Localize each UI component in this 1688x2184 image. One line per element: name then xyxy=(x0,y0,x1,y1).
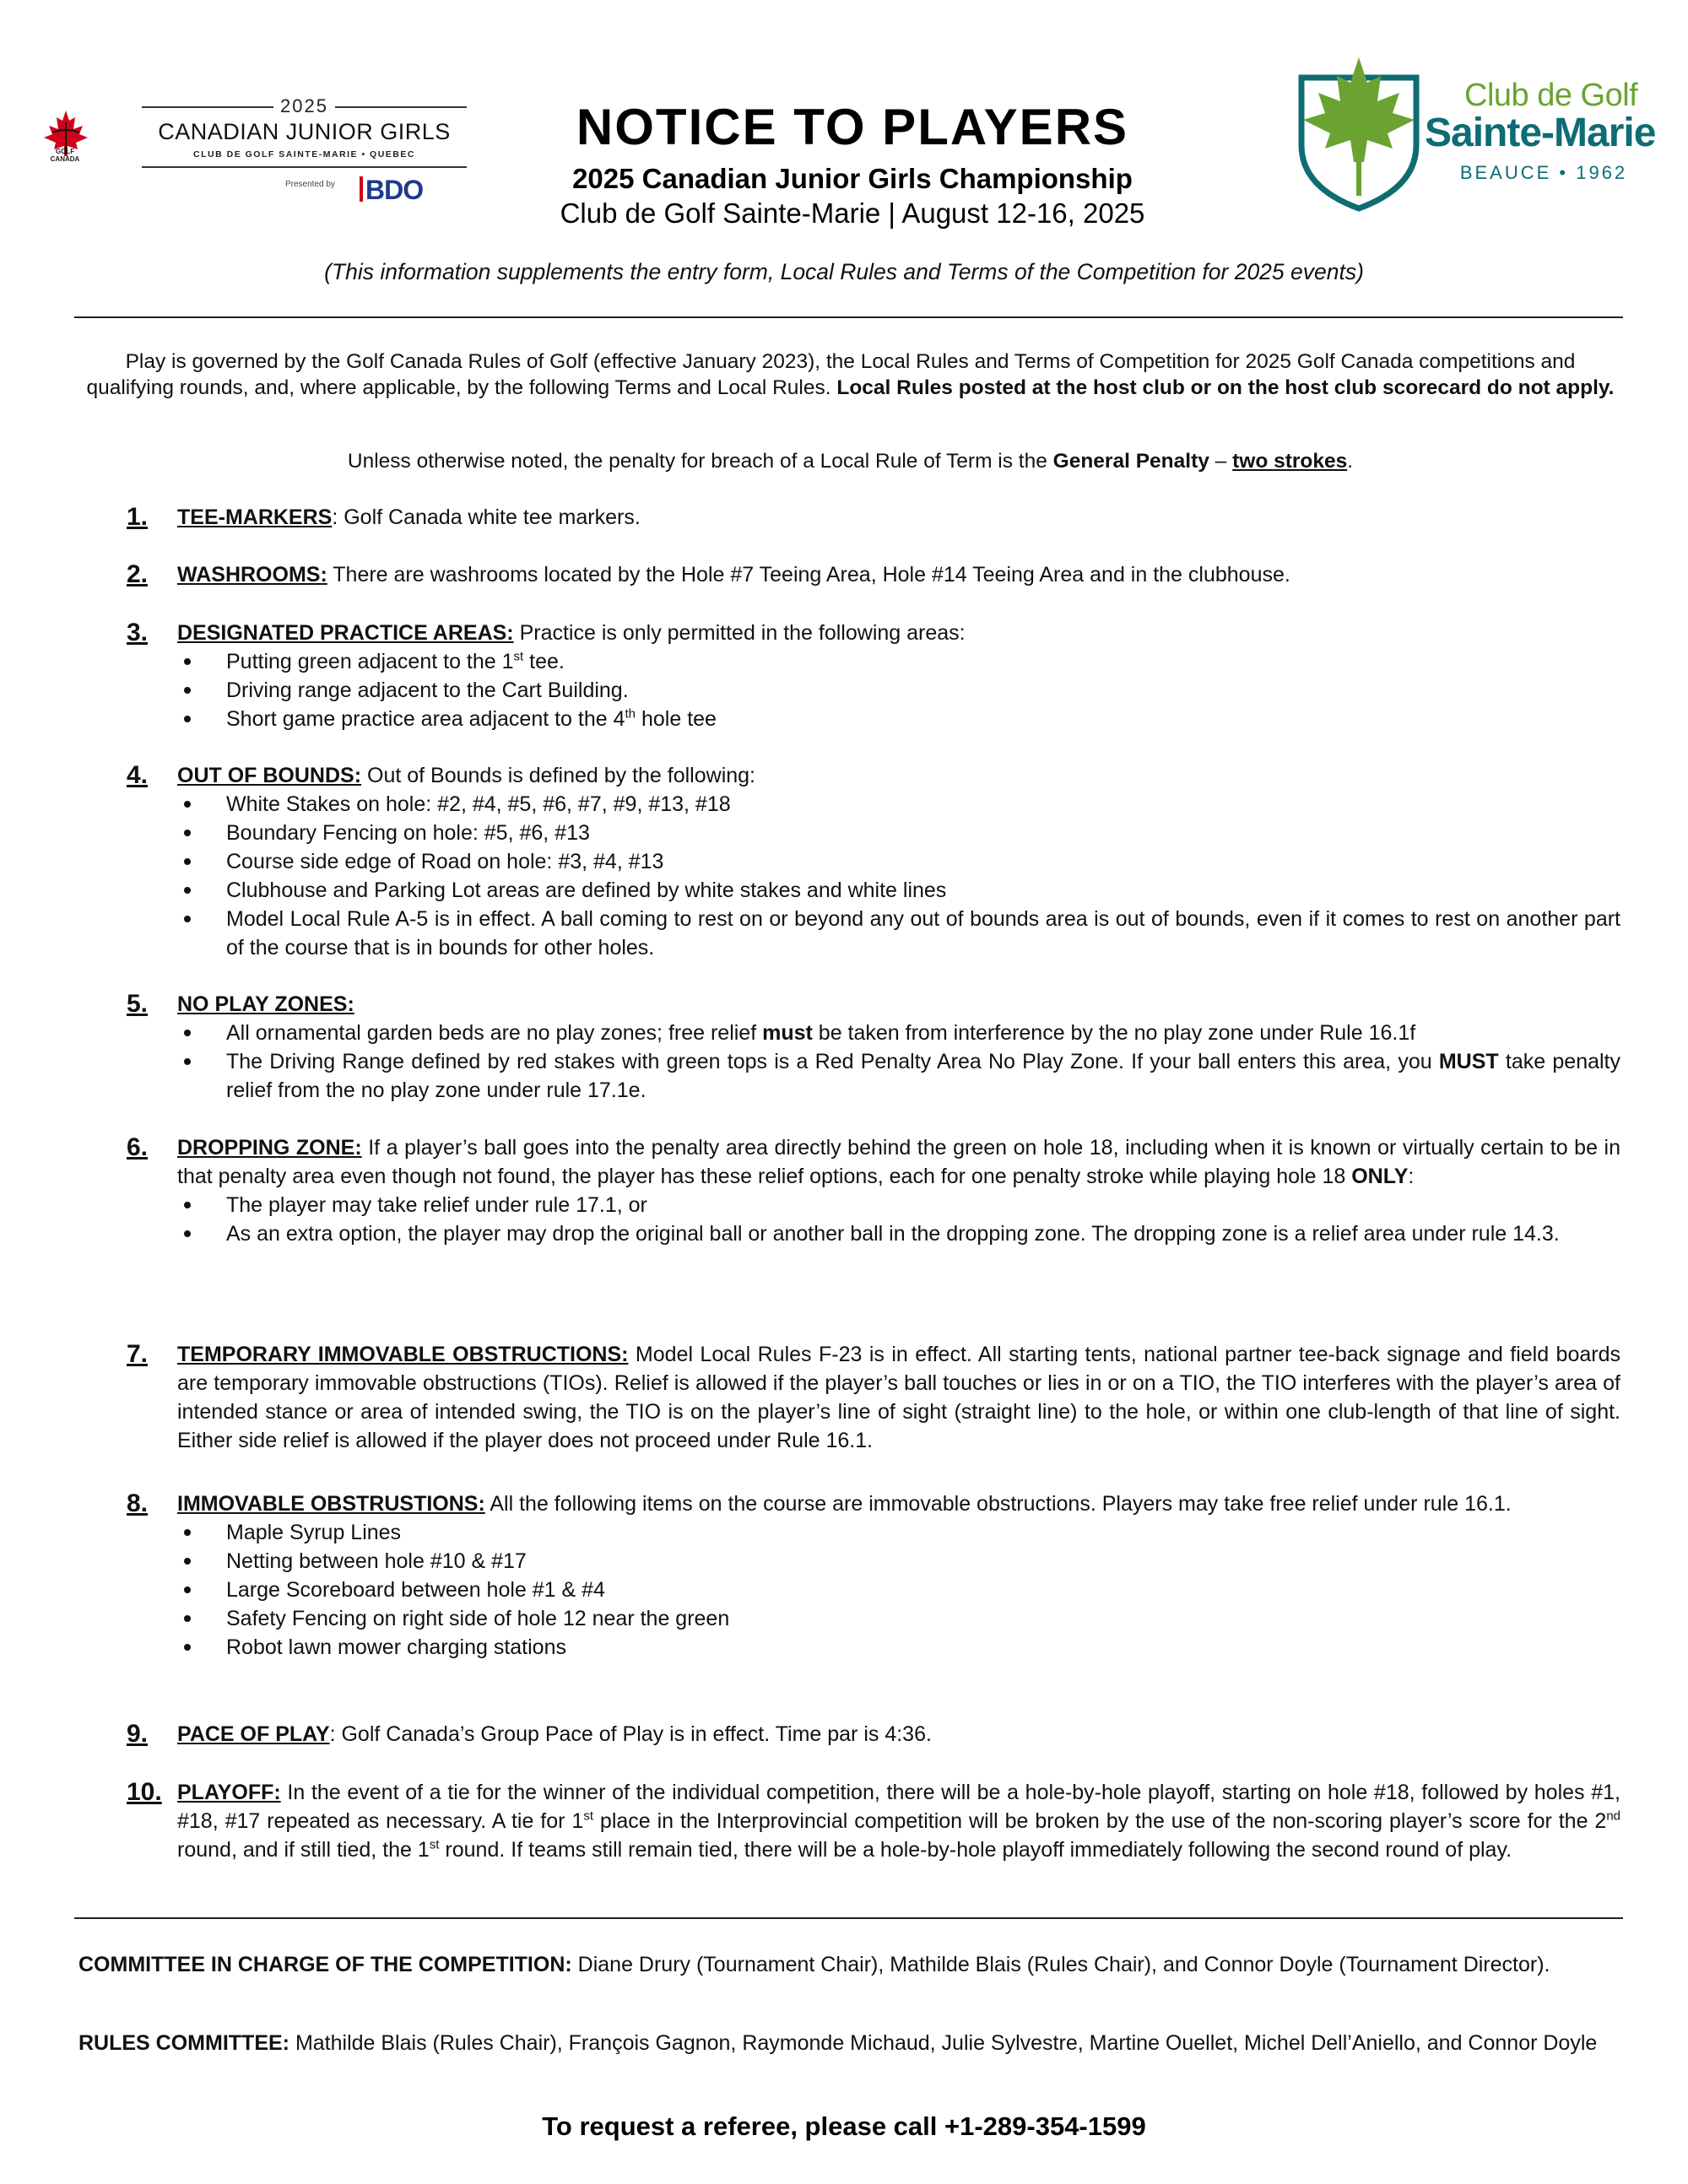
section-immovable-obstructions: 8. IMMOVABLE OBSTRUSTIONS: All the following items on the course are immovable obstructions. Players may take free relief under rule 16.1. Maple Syrup Lines Netting between hole #10 & #17 Large Scoreboard between hole #1 & #4 Safety Fencing on right side of hole 12 near the green Robot lawn mower charging stations xyxy=(127,1489,1620,1662)
club-name-line1: Club de Golf xyxy=(1464,78,1638,113)
list-item: Short game practice area adjacent to the 4th hole tee xyxy=(226,706,717,731)
list-item: Safety Fencing on right side of hole 12 near the green xyxy=(226,1607,730,1630)
section-temporary-obstructions: 7. TEMPORARY IMMOVABLE OBSTRUCTIONS: Model Local Rules F-23 is in effect. All starting tents, national partner tee-back signage and field boards are temporary immovable obstructions (TIOs). Relief is allowed if the player’s ball touches or lies in or on a TIO, the TIO interferes with the player’s area of intended stance or area of intended swing, the TIO is on the player’s line of sight (straight line) to the hole, or within one club-length of that line of sight. Either side relief is allowed if the player does not proceed under Rule 16.1. xyxy=(127,1340,1620,1452)
club-crest-icon xyxy=(1291,52,1426,213)
championship-logo xyxy=(41,89,451,215)
committee-in-charge: COMMITTEE IN CHARGE OF THE COMPETITION: Diane Drury (Tournament Chair), Mathilde Blais (Rules Chair), and Connor Doyle (Tournament Director). xyxy=(78,1953,1550,1976)
penalty-note: Unless otherwise noted, the penalty for breach of a Local Rule of Term is the General Penalty – two strokes. xyxy=(347,450,1354,473)
list-item: Maple Syrup Lines xyxy=(226,1521,402,1544)
golf-canada-wordmark: GOLF CANADA xyxy=(50,148,80,163)
list-item: Robot lawn mower charging stations xyxy=(226,1635,566,1659)
rules-committee: RULES COMMITTEE: Mathilde Blais (Rules Chair), François Gagnon, Raymonde Michaud, Julie Sylvestre, Martine Ouellet, Michel Dell’Aniello, and Connor Doyle xyxy=(78,2031,1598,2055)
list-item: The player may take relief under rule 17.1, or xyxy=(226,1193,647,1217)
list-item: All ornamental garden beds are no play zones; free relief must be taken from interference by the no play zone under Rule 16.1f xyxy=(226,1021,1416,1045)
host-club-logo xyxy=(1283,52,1671,221)
section-out-of-bounds: 4. OUT OF BOUNDS: Out of Bounds is defined by the following: White Stakes on hole: #2, #4, #5, #6, #7, #9, #13, #18 Boundary Fencing on hole: #5, #6, #13 Course side edge of Road on hole: #3, #4, #13 Clubhouse and Parking Lot areas are defined by white stakes and white lines Model Local Rule A-5 is in effect. A ball coming to rest on or beyond any out of bounds area is out of bounds, even if it comes to rest on another part of the course that is in bounds for other holes. xyxy=(127,761,1620,962)
intro-paragraph: Play is governed by the Golf Canada Rules of Golf (effective January 2023), the Local Rules and Terms of Competition for 2025 Golf Canada competitions and qualifying rounds, and, where applicable, by the following Terms and Local Rules. Local Rules posted at the host club or on the host club scorecard do not apply. xyxy=(86,350,1615,399)
page-title: NOTICE TO PLAYERS xyxy=(576,99,1129,155)
section-practice-areas: 3. DESIGNATED PRACTICE AREAS: Practice is only permitted in the following areas: Putting green adjacent to the 1st tee. Driving range adjacent to the Cart Building. Short game practice area adjacent to the 4th hole tee xyxy=(127,619,1620,733)
list-item: White Stakes on hole: #2, #4, #5, #6, #7, #9, #13, #18 xyxy=(226,792,731,816)
logo-year: 2025 xyxy=(142,95,467,117)
list-item: Netting between hole #10 & #17 xyxy=(226,1549,527,1573)
list-item: Large Scoreboard between hole #1 & #4 xyxy=(226,1578,605,1602)
list-item: Boundary Fencing on hole: #5, #6, #13 xyxy=(226,821,590,845)
list-item: As an extra option, the player may drop the original ball or another ball in the dropping zone. The dropping zone is a relief area under rule 14.3. xyxy=(226,1222,1560,1246)
section-no-play-zones: 5. NO PLAY ZONES: All ornamental garden beds are no play zones; free relief must be taken from interference by the no play zone under Rule 16.1f The Driving Range defined by red stakes with green tops is a Red Penalty Area No Play Zone. If your ball enters this area, you MUST take penalty relief from the no play zone under rule 17.1e. xyxy=(127,990,1620,1105)
list-item: Putting green adjacent to the 1st tee. xyxy=(226,649,565,673)
event-name: 2025 Canadian Junior Girls Championship xyxy=(572,163,1133,194)
venue-dates: Club de Golf Sainte-Marie | August 12-16, 2025 xyxy=(560,197,1145,229)
club-name-line2: Sainte-Marie xyxy=(1425,111,1656,155)
section-playoff: 10. PLAYOFF: In the event of a tie for the winner of the individual competition, there will be a hole-by-hole playoff, starting on hole #18, followed by holes #1, #18, #17 repeated as necessary. A tie for 1st place in the Interprovincial competition will be broken by the use of the non-scoring player’s score for the 2nd round, and if still tied, the 1st round. If teams still remain tied, there will be a hole-by-hole playoff immediately following the second round of play. xyxy=(127,1778,1621,1862)
sponsor-logo: BDO xyxy=(360,175,423,206)
list-item: The Driving Range defined by red stakes with green tops is a Red Penalty Area No Play Zone. If your ball enters this area, you MUST take penalty relief from the no play zone under rule 17.1e. xyxy=(226,1050,1621,1102)
section-tee-markers: 1. TEE-MARKERS: Golf Canada white tee markers. xyxy=(127,503,641,531)
club-tagline: BEAUCE • 1962 xyxy=(1459,162,1628,183)
supplement-note: (This information supplements the entry form, Local Rules and Terms of the Competition for 2025 events) xyxy=(324,259,1364,284)
section-washrooms: 2. WASHROOMS: There are washrooms located by the Hole #7 Teeing Area, Hole #14 Teeing Area and in the clubhouse. xyxy=(127,560,1290,588)
presented-by: Presented by xyxy=(285,180,335,189)
divider-top xyxy=(74,316,1623,318)
logo-divider xyxy=(142,166,467,168)
list-item: Driving range adjacent to the Cart Building. xyxy=(226,678,629,702)
list-item: Clubhouse and Parking Lot areas are defined by white stakes and white lines xyxy=(226,878,947,902)
section-pace-of-play: 9. PACE OF PLAY: Golf Canada’s Group Pace of Play is in effect. Time par is 4:36. xyxy=(127,1720,932,1748)
divider-bottom xyxy=(74,1917,1623,1919)
section-dropping-zone: 6. DROPPING ZONE: If a player’s ball goes into the penalty area directly behind the green on hole 18, including when it is known or virtually certain to be in that penalty area even though not found, the player has these relief options, each for one penalty stroke while playing hole 18 ONLY: The player may take relief under rule 17.1, or As an extra option, the player may drop the original ball or another ball in the dropping zone. The dropping zone is a relief area under rule 14.3. xyxy=(127,1133,1620,1248)
list-item: Model Local Rule A-5 is in effect. A ball coming to rest on or beyond any out of bounds area is out of bounds, even if it comes to rest on another part of the course that is in bounds for other holes. xyxy=(226,907,1620,960)
list-item: Course side edge of Road on hole: #3, #4, #13 xyxy=(226,850,664,873)
logo-title: CANADIAN JUNIOR GIRLS xyxy=(158,119,451,144)
logo-subtitle: CLUB DE GOLF SAINTE-MARIE • QUEBEC xyxy=(193,149,415,159)
referee-contact: To request a referee, please call +1-289-354-1599 xyxy=(542,2111,1146,2141)
